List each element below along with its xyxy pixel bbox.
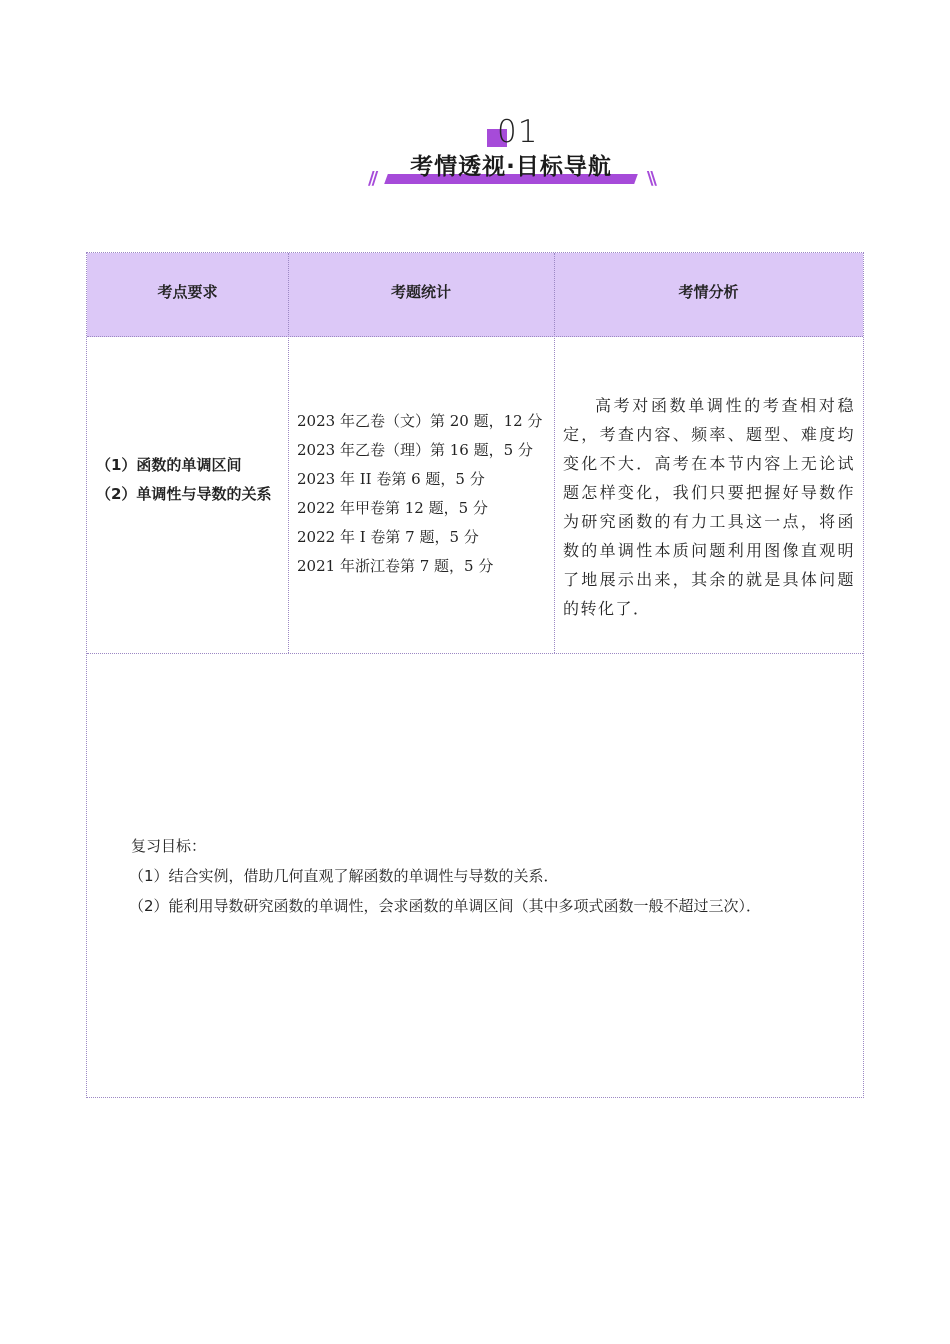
review-goals (129, 831, 849, 921)
requirement-item: （1）函数的单调区间 (96, 456, 242, 474)
table-header-row (87, 253, 863, 337)
title-decoration-left: // (368, 168, 376, 189)
statistic-item: 2023 年 II 卷第 6 题，5 分 (297, 470, 485, 488)
statistic-item: 2023 年乙卷（理）第 16 题，5 分 (297, 441, 533, 459)
column-header-analysis: 考情分析 (678, 283, 739, 301)
exam-analysis-table (86, 252, 864, 1098)
statistics-cell (297, 407, 557, 581)
review-goal-item: （1）结合实例，借助几何直观了解函数的单调性与导数的关系． (129, 867, 559, 885)
statistic-item: 2022 年 I 卷第 7 题，5 分 (297, 528, 479, 546)
section-title (366, 150, 656, 190)
requirements-cell (96, 451, 286, 509)
statistic-item: 2021 年浙江卷第 7 题，5 分 (297, 557, 494, 575)
column-header-statistics: 考题统计 (390, 283, 451, 301)
section-title-text: 考情透视·目标导航 (410, 154, 612, 180)
review-goals-title: 复习目标： (131, 837, 207, 855)
section-number-text: 01 (497, 114, 539, 150)
analysis-cell: 高考对函数单调性的考查相对稳定，考查内容、频率、题型、难度均变化不大．高考在本节内容上无论试题怎样变化，我们只要把握好导数作为研究函数的有力工具这一点，将函数的单调性本质问题利用图像直观明了地展示出来，其余的就是具体问题的转化了． (563, 396, 855, 618)
requirement-item: （2）单调性与导数的关系 (96, 485, 272, 503)
table-row (87, 337, 863, 654)
section-header (0, 110, 950, 200)
statistic-item: 2022 年甲卷第 12 题，5 分 (297, 499, 488, 517)
title-decoration-right: \\ (646, 168, 654, 189)
section-number (487, 113, 547, 153)
column-header-requirements: 考点要求 (157, 283, 218, 301)
statistic-item: 2023 年乙卷（文）第 20 题，12 分 (297, 412, 543, 430)
review-goal-item: （2）能利用导数研究函数的单调性，会求函数的单调区间（其中多项式函数一般不超过三次）． (129, 897, 762, 915)
